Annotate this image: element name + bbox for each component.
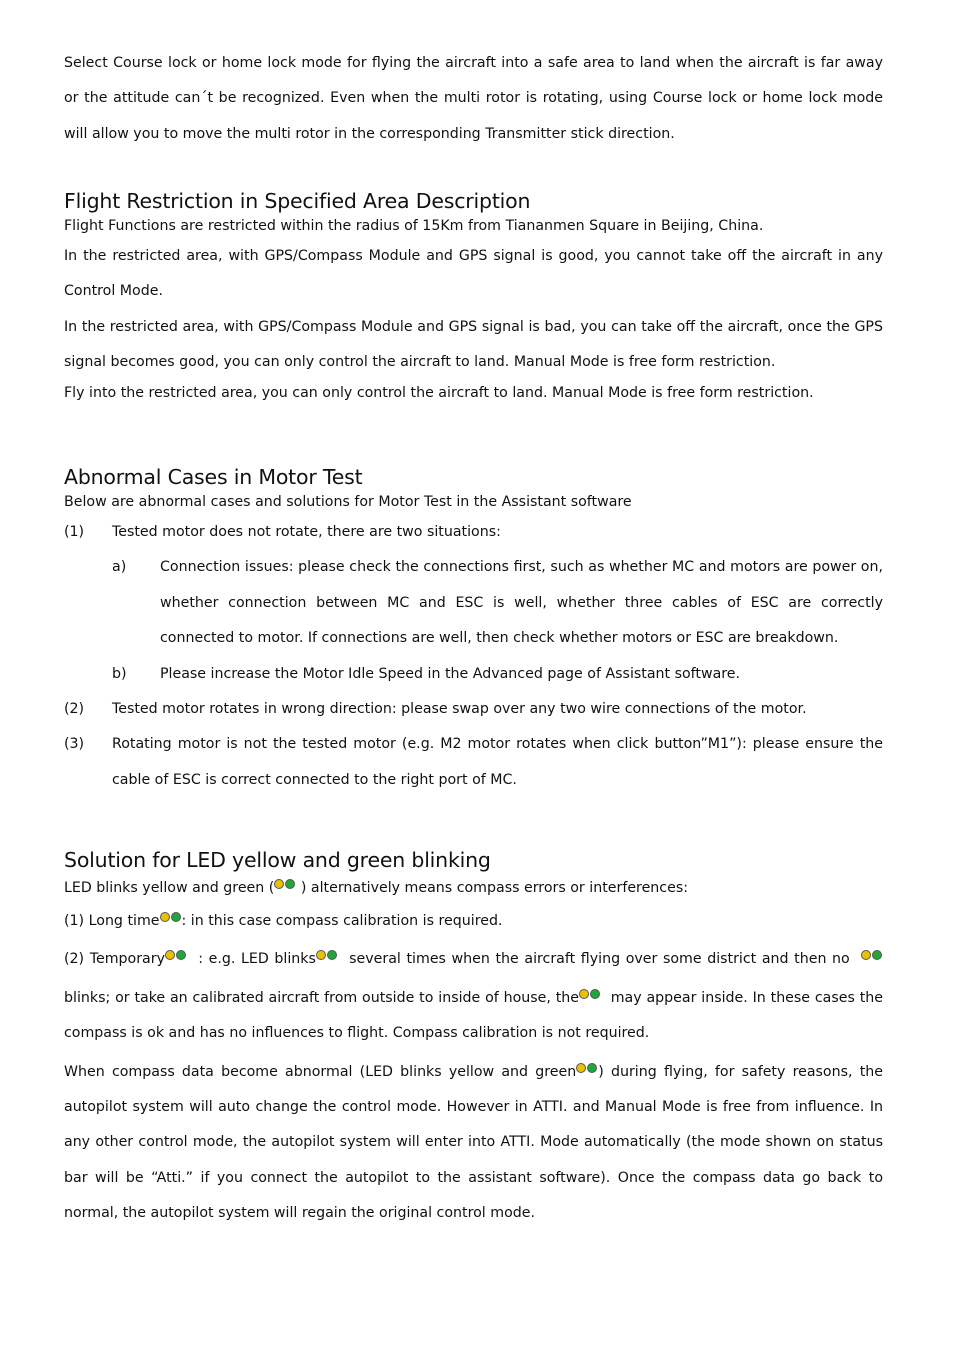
led-text: may appear inside. In these cases the compass is ok and has no influences to flight. Compass calibration is not required. bbox=[64, 989, 883, 1042]
list-item bbox=[64, 727, 883, 798]
restriction-paragraph-3: In the restricted area, with GPS/Compass Module and GPS signal is bad, you can take off the aircraft, once the GPS signal becomes good, you can only control the aircraft to land. Manual Mode is free form restriction. bbox=[64, 318, 883, 371]
led-text: ) during flying, for safety reasons, the autopilot system will auto change the control mode. However in ATTI. and Manual Mode is free from influence. In any other control mode, the autopilot system will enter into ATTI. Mode automatically (the mode shown on status bar will be “Atti.” if you connect the autopilot to the assistant software). Once the compass data go back to normal, the autopilot system will regain the original control mode. bbox=[64, 1063, 883, 1222]
yellow-green-led-icon bbox=[861, 939, 883, 974]
led-paragraph-4 bbox=[64, 1052, 883, 1232]
sub-list-label: a) bbox=[112, 559, 127, 576]
yellow-green-led-icon bbox=[165, 939, 187, 974]
led-text: blinks; or take an calibrated aircraft from outside to inside of house, the bbox=[64, 989, 580, 1006]
led-section bbox=[64, 847, 883, 1232]
led-text: ) alternatively means compass errors or interferences: bbox=[300, 880, 688, 896]
sub-list-text: Connection issues: please check the connections first, such as whether MC and motors are power on, whether connection between MC and ESC is well, whether three cables of ESC are correctly connected to motor. If connections are well, then check whether motors or ESC are breakdown. bbox=[160, 559, 883, 647]
motor-section bbox=[64, 464, 883, 798]
intro-section bbox=[64, 46, 883, 152]
led-paragraph-2 bbox=[64, 901, 883, 939]
restriction-paragraph-2: In the restricted area, with GPS/Compass Module and GPS signal is good, you cannot take off the aircraft in any Control Mode. bbox=[64, 248, 883, 300]
list-text: Tested motor does not rotate, there are two situations: bbox=[112, 524, 501, 540]
sub-list-item bbox=[112, 657, 883, 692]
led-paragraph-1 bbox=[64, 873, 883, 901]
yellow-green-led-icon bbox=[316, 939, 338, 974]
list-item bbox=[64, 515, 883, 550]
led-paragraph-3 bbox=[64, 939, 883, 1051]
sub-list-item bbox=[112, 550, 883, 656]
yellow-green-led-icon bbox=[579, 978, 601, 1013]
led-text: : in this case compass calibration is required. bbox=[181, 913, 503, 929]
led-heading: Solution for LED yellow and green blinking bbox=[64, 848, 491, 872]
sub-list-label: b) bbox=[112, 665, 127, 682]
led-text: several times when the aircraft flying over some district and then no bbox=[349, 951, 850, 968]
yellow-green-led-icon bbox=[274, 873, 296, 898]
restriction-heading: Flight Restriction in Specified Area Description bbox=[64, 189, 531, 213]
list-number: (3) bbox=[64, 736, 85, 753]
restriction-paragraph-1: Flight Functions are restricted within the radius of 15Km from Tiananmen Square in Beijing, China. bbox=[64, 218, 764, 234]
led-text: LED blinks yellow and green ( bbox=[64, 880, 275, 896]
led-text: When compass data become abnormal (LED blinks yellow and green bbox=[64, 1063, 577, 1080]
led-text: : e.g. LED blinks bbox=[198, 951, 316, 968]
sub-list-text: Please increase the Motor Idle Speed in the Advanced page of Assistant software. bbox=[160, 665, 741, 682]
led-text: (2) Temporary bbox=[64, 951, 165, 968]
motor-intro: Below are abnormal cases and solutions for Motor Test in the Assistant software bbox=[64, 494, 632, 510]
led-text: (1) Long time bbox=[64, 913, 160, 929]
restriction-section bbox=[64, 188, 883, 406]
list-text: Tested motor rotates in wrong direction: please swap over any two wire connections of the motor. bbox=[112, 701, 807, 718]
yellow-green-led-icon bbox=[160, 901, 182, 936]
intro-paragraph: Select Course lock or home lock mode for flying the aircraft into a safe area to land when the aircraft is far away or the attitude can´t be recognized. Even when the multi rotor is rotating, using Course lock or home lock mode will allow you to move the multi rotor in the corresponding Transmitter stick direction. bbox=[64, 55, 883, 142]
list-number: (1) bbox=[64, 524, 85, 540]
yellow-green-led-icon bbox=[576, 1052, 598, 1087]
motor-heading: Abnormal Cases in Motor Test bbox=[64, 465, 363, 489]
list-item bbox=[64, 692, 883, 727]
list-number: (2) bbox=[64, 701, 85, 718]
restriction-paragraph-4: Fly into the restricted area, you can only control the aircraft to land. Manual Mode is free form restriction. bbox=[64, 384, 814, 401]
list-text: Rotating motor is not the tested motor (e.g. M2 motor rotates when click button”M1”): please ensure the cable of ESC is correct connected to the right port of MC. bbox=[112, 736, 883, 788]
